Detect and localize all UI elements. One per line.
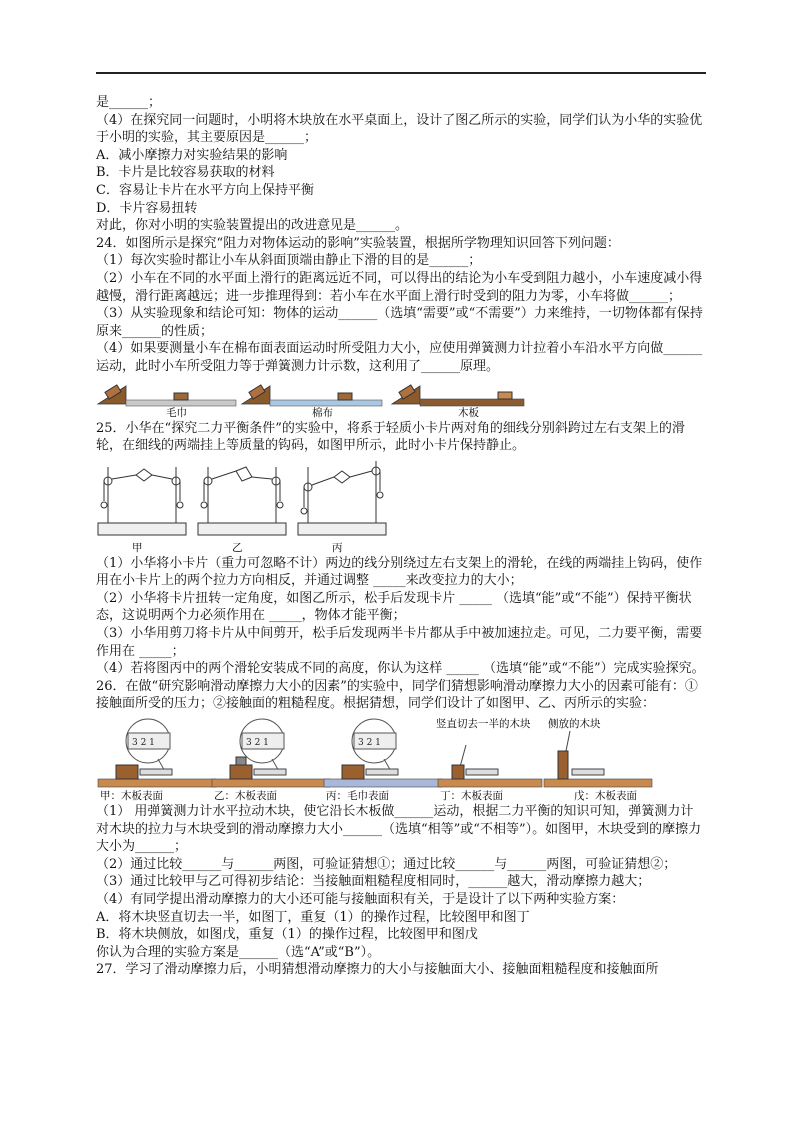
q25-part3: （3）小华用剪刀将卡片从中间剪开，松手后发现两半卡片都从手中被加速拉走。可见，二力要平衡，需要作用在 _____； bbox=[96, 626, 703, 659]
setup-ding bbox=[436, 717, 542, 787]
q26-answer-line: 你认为合理的实验方案是______（选“A”或“B”）。 bbox=[96, 944, 381, 960]
balance-setup-a bbox=[98, 467, 186, 535]
fig-label-bing: 丙 bbox=[332, 541, 343, 553]
q24-incline-figure bbox=[96, 378, 526, 418]
q23-option-c: C．容易让卡片在水平方向上保持平衡 bbox=[96, 182, 314, 198]
ramp-cotton bbox=[242, 384, 382, 405]
q24-stem: 24．如图所示是探究“阻力对物体运动的影响”实验装置，根据所学物理知识回答下列问题： bbox=[96, 235, 620, 251]
q26-friction-figure bbox=[96, 715, 656, 801]
ramp-board bbox=[392, 384, 524, 405]
fig-label-c: 丙：毛巾表面 bbox=[326, 790, 389, 802]
q23-option-b: B．卡片是比较容易获取的材料 bbox=[96, 165, 275, 181]
q24-part1: （1）每次实验时都让小车从斜面顶端由静止下滑的目的是______； bbox=[96, 253, 482, 269]
fig-label-d: 丁：木板表面 bbox=[440, 790, 503, 802]
fig-label-towel: 毛巾 bbox=[166, 406, 187, 418]
q23-improvement: 对此，你对小明的实验装置提出的改进意见是______。 bbox=[96, 218, 409, 234]
note-half-block: 竖直切去一半的木块 bbox=[436, 718, 531, 731]
fig-label-cotton: 棉布 bbox=[312, 406, 333, 418]
fig-label-a: 甲：木板表面 bbox=[100, 790, 163, 802]
q26-option-a: A．将木块竖直切去一半，如图丁，重复（1）的操作过程，比较图甲和图丁 bbox=[96, 909, 530, 925]
balance-setup-b bbox=[198, 467, 286, 535]
q26-part3: （3）通过比较甲与乙可得初步结论：当接触面粗糙程度相同时，______越大，滑动摩擦力越大； bbox=[96, 874, 651, 890]
fig-label-jia: 甲 bbox=[132, 541, 143, 553]
q25-stem: 25．小华在“探究二力平衡条件”的实验中，将系于轻质小卡片两对角的细线分别斜跨过左右支架上的滑轮，在细线的两端挂上等质量的钩码，如图甲所示，此时小卡片保持静止。 bbox=[96, 420, 685, 454]
exam-page bbox=[96, 94, 706, 979]
q25-part1: （1）小华将小卡片（重力可忽略不计）两边的线分别绕过左右支架上的滑轮，在线的两端挂上钩码，使作用在小卡片上的两个拉力方向相反，并通过调整 _____来改变拉力的大小； bbox=[96, 555, 703, 589]
balance-setup-c bbox=[298, 461, 386, 535]
scale-marks-bing: 3 2 1 bbox=[358, 738, 381, 749]
q25-balance-figure bbox=[96, 457, 396, 553]
q25-part2: （2）小华将卡片扭转一定角度，如图乙所示，松手后发现卡片 _____ （选填“能”或“不能”）保持平衡状态，这说明两个力必须作用在 _____，物体才能平衡； bbox=[96, 590, 692, 624]
fig-label-board: 木板 bbox=[458, 406, 479, 418]
setup-bing bbox=[324, 719, 442, 787]
q24-part4: （4）如果要测量小车在棉布面表面运动时所受阻力大小，应使用弹簧测力计拉着小车沿水平方向做______运动，此时小车所受阻力等于弹簧测力计示数，这利用了______原理。 bbox=[96, 341, 703, 374]
fig-label-b: 乙：木板表面 bbox=[214, 790, 277, 802]
scale-marks-yi: 3 2 1 bbox=[246, 738, 269, 749]
q24-part2: （2）小车在不同的水平面上滑行的距离远近不同，可以得出的结论为小车受到阻力越小，小车速度减小得越慢，滑行距离越远；进一步推理得到：若小车在水平面上滑行时受到的阻力为零，小车将做______； bbox=[96, 270, 703, 304]
q23-part4: （4）在探究同一问题时，小明将木块放在水平桌面上，设计了图乙所示的实验，同学们认为小华的实验优于小明的实验，其主要原因是______； bbox=[96, 112, 703, 146]
note-side-block: 侧放的木块 bbox=[548, 718, 601, 731]
ramp-towel bbox=[98, 384, 236, 405]
setup-yi bbox=[212, 719, 330, 787]
scale-marks-jia: 3 2 1 bbox=[132, 738, 155, 749]
q25-part4: （4）若将图丙中的两个滑轮安装成不同的高度，你认为这样 _____ （选填“能”或“不能”）完成实验探究。 bbox=[96, 661, 705, 677]
q24-part3: （3）从实验现象和结论可知：物体的运动______（选填“需要”或“不需要”）力来维持，一切物体都有保持原来______的性质； bbox=[96, 306, 703, 339]
q26-part4: （4）有同学提出滑动摩擦力的大小还可能与接触面积有关，于是设计了以下两种实验方案： bbox=[96, 892, 625, 907]
q27-stem: 27．学习了滑动摩擦力后，小明猜想滑动摩擦力的大小与接触面大小、接触面粗糙程度和接触面所 bbox=[96, 962, 659, 978]
q23-option-d: D．卡片容易扭转 bbox=[96, 200, 198, 216]
q26-option-b: B．将木块侧放，如图戊，重复（1）的操作过程，比较图甲和图戊 bbox=[96, 927, 478, 943]
q23-option-a: A．减小摩擦力对实验结果的影响 bbox=[96, 147, 288, 163]
q26-stem: 26．在做“研究影响滑动摩擦力大小的因素”的实验中，同学们猜想影响滑动摩擦力大小的因素可能有：①接触面所受的压力；②接触面的粗糙程度。根据猜想，同学们设计了如图甲、乙、丙所示的实验： bbox=[96, 678, 698, 712]
q23-line1: 是______； bbox=[96, 95, 162, 110]
q26-part1: （1） 用弹簧测力计水平拉动木块，使它沿长木板做______运动，根据二力平衡的知识可知，弹簧测力计对木块的拉力与木块受到的滑动摩擦力大小______（选填“相等”或“不相等”）。如图甲，木块受到的摩擦力大小为______； bbox=[96, 804, 702, 855]
q26-part2: （2）通过比较______与______两图，可验证猜想①；通过比较______与______两图，可验证猜想②； bbox=[96, 856, 677, 872]
fig-label-yi: 乙 bbox=[232, 541, 243, 553]
setup-wu bbox=[544, 717, 652, 787]
header-rule bbox=[96, 72, 706, 74]
fig-label-e: 戊：木板表面 bbox=[574, 790, 637, 802]
setup-jia bbox=[98, 719, 216, 787]
